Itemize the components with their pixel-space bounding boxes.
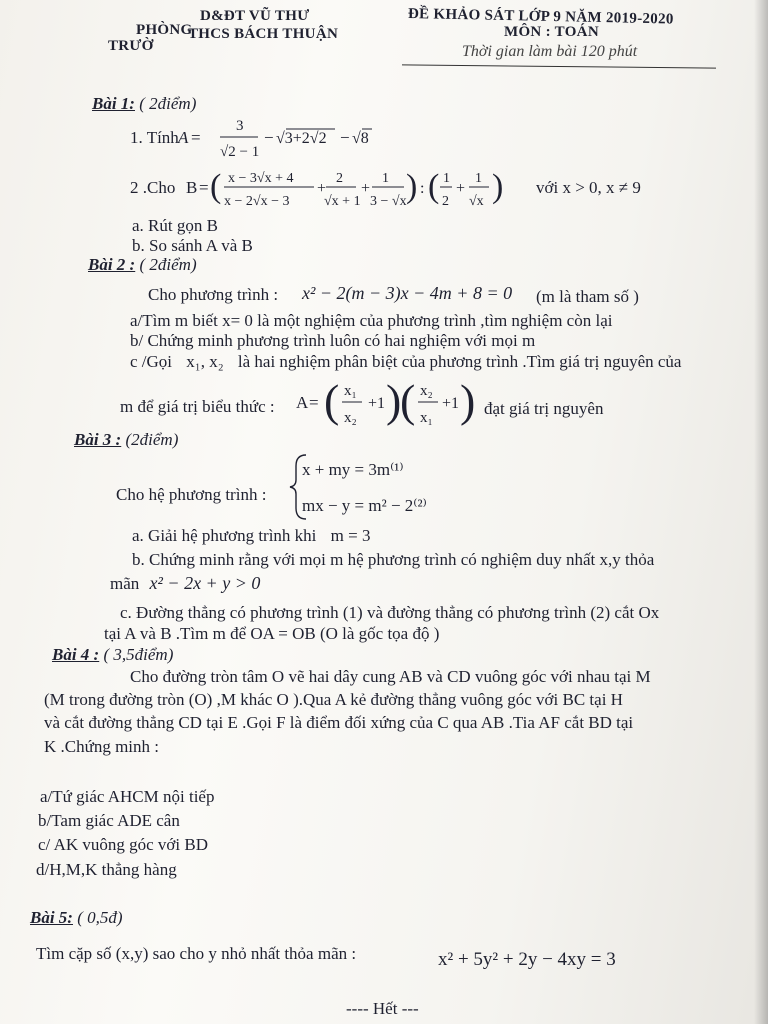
bai1-part-a: a. Rút gọn B [132,216,218,235]
bai3-eq2: mx − y = m² − 2⁽²⁾ [302,496,427,515]
svg-text:x − 2√x − 3: x − 2√x − 3 [224,194,290,209]
bai2-c-end: là hai nghiệm phân biệt của phương trình .Tìm giá trị nguyên của [237,352,682,371]
svg-text:2: 2 [336,171,343,186]
svg-text:A: A [178,128,189,147]
bai2-title: Bài 2 : [88,255,136,274]
bai3-points: (2điểm) [125,430,179,449]
bai3-part-c-line1: c. Đường thẳng có phương trình (1) và đường thẳng có phương trình (2) cắt Ox [120,603,660,622]
bai2-c-start: c /Gọi [130,352,173,371]
svg-text:(: ( [324,375,340,426]
header-office: PHÒNG [136,22,193,38]
svg-text:): ) [492,168,504,205]
bai2-heading [88,255,197,275]
svg-text:+: + [456,180,466,197]
svg-text:3: 3 [236,118,244,134]
bai5-heading [30,908,123,928]
bai5-title: Bài 5: [30,908,73,927]
bai1-q1-label: 1. Tính [130,128,179,147]
bai2-c2-start: m để giá trị biểu thức : [120,397,275,416]
bai3-eq1: x + my = 3m⁽¹⁾ [302,460,404,479]
bai4-heading [52,645,173,665]
bai4-points: ( 3,5điểm) [103,645,174,664]
bai3-a-value: m = 3 [330,526,371,545]
svg-text:(: ( [210,168,222,205]
bai5-points: ( 0,5đ) [77,908,123,927]
svg-text:3 − √x: 3 − √x [370,194,407,209]
svg-text:1: 1 [475,171,482,186]
bai5-expr: x² + 5y² + 2y − 4xy = 3 [438,949,616,970]
svg-text:1: 1 [382,171,389,186]
footer-end-mark: ---- Hết --- [346,999,419,1018]
svg-text:√8: √8 [352,130,369,147]
bai2-intro: Cho phương trình : [148,285,279,304]
bai3-title: Bài 3 : [74,430,122,449]
bai1-q1-formula [178,116,388,162]
svg-text:x₁: x₁ [344,383,357,399]
svg-text:+: + [317,180,327,197]
svg-text:(: ( [400,375,416,426]
svg-text:): ) [386,375,402,426]
bai1-q2-formula [186,162,531,214]
svg-text:2: 2 [442,194,449,209]
bai1-q2-condition: với x > 0, x ≠ 9 [536,178,641,197]
bai4-part-a: a/Tứ giác AHCM nội tiếp [40,787,215,806]
header-school: THCS BÁCH THUẬN [188,26,339,42]
svg-text:x − 3√x + 4: x − 3√x + 4 [228,171,294,186]
bai2-note: (m là tham số ) [536,287,639,306]
bai3-heading [74,430,178,450]
bai3-b2-expr: x² − 2x + y > 0 [149,573,261,593]
bai2-part-b: b/ Chứng minh phương trình luôn có hai nghiệm với mọi m [130,331,536,350]
svg-text:−: − [264,128,274,147]
svg-text:+: + [361,180,371,197]
svg-text:): ) [460,375,476,426]
svg-text:=: = [309,393,319,412]
bai4-para-line1: Cho đường tròn tâm O vẽ hai dây cung AB và CD vuông góc với nhau tại M [130,667,651,686]
svg-text:A: A [296,393,309,412]
svg-text:x₂: x₂ [344,410,357,426]
svg-text:√x + 1: √x + 1 [324,194,361,209]
svg-text:x₁: x₁ [420,410,433,426]
header-department: D&ĐT VŨ THƯ [200,8,310,24]
exam-subject: MÔN : TOÁN [504,24,599,40]
bai1-points: ( 2điểm) [139,94,197,113]
bai3-a-text: a. Giải hệ phương trình khi [132,526,317,545]
bai2-part-c-line1 [130,352,681,372]
bai4-part-c: c/ AK vuông góc với BD [38,835,209,854]
svg-text:): ) [406,168,418,205]
bai2-points: ( 2điểm) [139,255,197,274]
bai1-part-b: b. So sánh A và B [132,236,253,255]
bai3-part-b-line1: b. Chứng minh rằng với mọi m hệ phương trình có nghiệm duy nhất x,y thỏa [132,550,655,569]
exam-title: ĐỀ KHẢO SÁT LỚP 9 NĂM 2019-2020 [407,6,674,28]
svg-text:√3+2√2: √3+2√2 [276,130,327,147]
svg-text:1: 1 [443,171,450,186]
bai3-part-c-line2: tại A và B .Tìm m để OA = OB (O là gốc tọa độ ) [104,624,440,643]
bai3-b2-start: mãn [110,574,140,593]
bai2-equation: x² − 2(m − 3)x − 4m + 8 = 0 [302,283,513,303]
paper-shadow-edge [754,0,768,1024]
svg-text:(: ( [428,168,440,205]
header-school-prefix: TRƯỜ [108,38,154,54]
svg-text:=: = [191,128,201,147]
svg-text:=: = [199,178,209,197]
svg-text:x₂: x₂ [420,383,433,399]
bai4-part-b: b/Tam giác ADE cân [38,811,180,830]
bai2-part-a: a/Tìm m biết x= 0 là một nghiệm của phương trình ,tìm nghiệm còn lại [130,311,613,330]
bai4-para-line4: K .Chứng minh : [44,737,159,756]
svg-text:+1: +1 [368,395,386,412]
bai4-part-d: d/H,M,K thẳng hàng [36,860,177,879]
bai3-part-b-line2 [110,573,260,594]
bai3-intro: Cho hệ phương trình : [116,485,267,504]
bai2-c2-formula [296,372,480,434]
svg-text::: : [420,180,425,197]
bai1-heading [92,94,196,114]
bai3-part-a [132,526,370,546]
svg-text:B: B [186,178,198,197]
svg-text:√2 − 1: √2 − 1 [220,144,260,160]
bai4-para-line2: (M trong đường tròn (O) ,M khác O ).Qua A kẻ đường thẳng vuông góc với BC tại H [44,690,623,709]
exam-duration: Thời gian làm bài 120 phút [462,43,638,60]
header-underline [402,64,716,68]
bai4-para-line3: và cắt đường thẳng CD tại E .Gọi F là điểm đối xứng của C qua AB .Tia AF cắt BD tại [44,713,634,732]
svg-text:√x: √x [469,194,484,209]
bai1-title: Bài 1: [92,94,135,113]
svg-text:+1: +1 [442,395,460,412]
bai4-title: Bài 4 : [52,645,100,664]
svg-text:−: − [340,128,350,147]
bai2-c2-end: đạt giá trị nguyên [484,399,604,418]
bai2-c-vars: x₁, x₂ [186,352,224,371]
bai5-text: Tìm cặp số (x,y) sao cho y nhỏ nhất thỏa mãn : [36,944,357,963]
bai1-q2-label: 2 .Cho [130,178,176,197]
